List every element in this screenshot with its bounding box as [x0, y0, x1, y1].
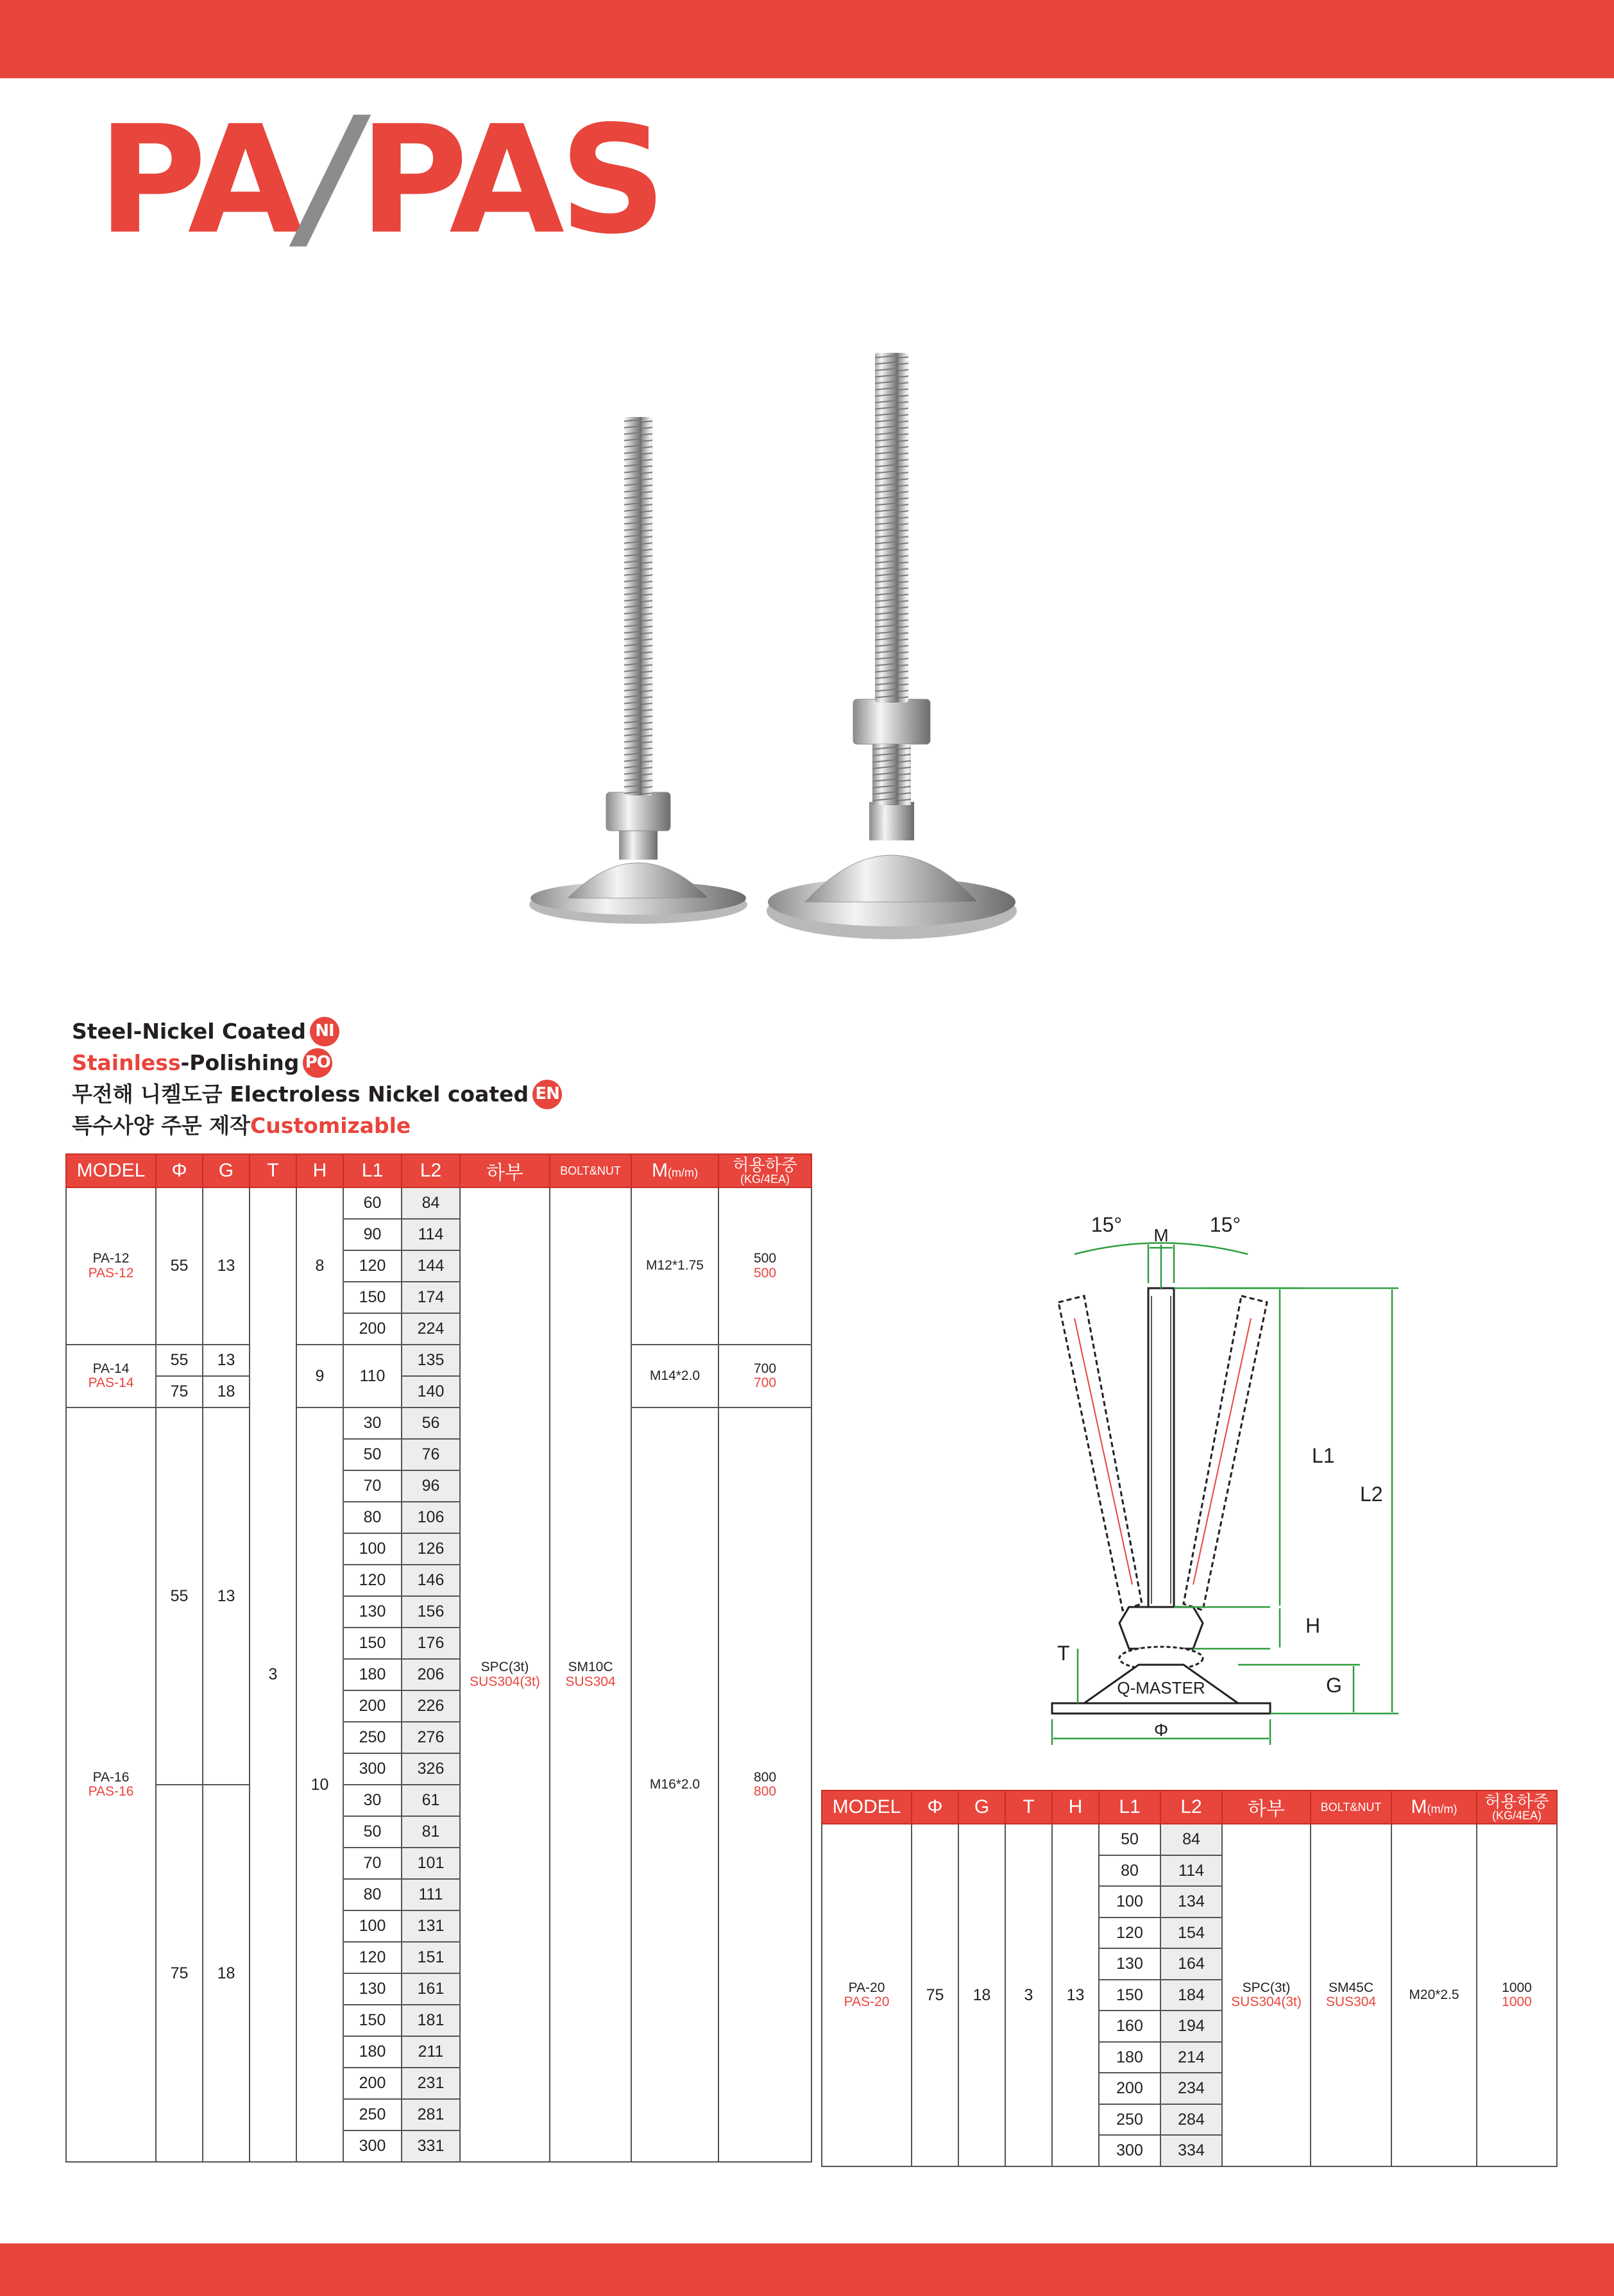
l1-cell: 120 [343, 1565, 402, 1596]
h-cell: 13 [1052, 1824, 1099, 2166]
l1-cell: 90 [343, 1219, 402, 1250]
l1-cell: 80 [343, 1879, 402, 1910]
l2-cell: 176 [402, 1628, 460, 1659]
base-plate [1052, 1703, 1270, 1713]
col-l1: L1 [343, 1154, 402, 1187]
l2-cell: 81 [402, 1816, 460, 1848]
l1-cell: 130 [343, 1973, 402, 2005]
g-cell: 13 [203, 1187, 250, 1345]
title-pa: PA [98, 94, 298, 267]
leveling-feet-photo [488, 340, 1078, 949]
feature-electroless [72, 1078, 562, 1110]
col-model: MODEL [822, 1790, 912, 1824]
l1-cell: 70 [343, 1848, 402, 1879]
l2-cell: 161 [402, 1973, 460, 2005]
dimension-diagram [1014, 1206, 1463, 1758]
l2-cell: 154 [1160, 1918, 1222, 1949]
feature-steel-text: Steel-Nickel Coated [72, 1019, 306, 1044]
feature-steel [72, 1016, 562, 1047]
table-header-row [822, 1790, 1557, 1824]
l1-cell: 30 [343, 1785, 402, 1816]
badge-ni: NI [310, 1017, 339, 1046]
l2-cell: 224 [402, 1313, 460, 1345]
g-cell: 13 [203, 1345, 250, 1376]
l1-cell: 300 [1099, 2135, 1160, 2166]
l2-cell: 326 [402, 1753, 460, 1785]
tilt-outline-right [1184, 1296, 1267, 1610]
top-banner [0, 0, 1614, 78]
l2-cell: 234 [1160, 2073, 1222, 2104]
dim-l1: L1 [1312, 1444, 1335, 1467]
l1-cell: 80 [343, 1502, 402, 1533]
l1-cell: 300 [343, 2130, 402, 2162]
col-load: 허용하중 (KG/4EA) [1477, 1790, 1557, 1824]
col-m: M(m/m) [631, 1154, 718, 1187]
col-l2: L2 [1160, 1790, 1222, 1824]
dim-h: H [1305, 1614, 1321, 1637]
bolt-shaft [1148, 1288, 1174, 1609]
l2-cell: 194 [1160, 2011, 1222, 2042]
l2-cell: 331 [402, 2130, 460, 2162]
page-title [98, 83, 661, 269]
l2-cell: 140 [402, 1376, 460, 1407]
col-t: T [1005, 1790, 1052, 1824]
model-cell: PA-16 PAS-16 [66, 1407, 156, 2162]
l2-cell: 144 [402, 1250, 460, 1282]
l2-cell: 131 [402, 1910, 460, 1942]
l2-cell: 101 [402, 1848, 460, 1879]
diagram-brand: Q-MASTER [1117, 1678, 1205, 1697]
badge-en: EN [532, 1080, 562, 1109]
t-cell: 3 [250, 1187, 296, 2162]
l1-cell: 80 [1099, 1855, 1160, 1887]
l2-cell: 106 [402, 1502, 460, 1533]
m-cell: M14*2.0 [631, 1345, 718, 1407]
table-header-row [66, 1154, 811, 1187]
l1-cell: 250 [1099, 2104, 1160, 2136]
m-cell: M20*2.5 [1391, 1824, 1477, 2166]
g-cell: 13 [203, 1407, 250, 1785]
l2-cell: 114 [402, 1219, 460, 1250]
m-cell: M12*1.75 [631, 1187, 718, 1345]
l1-cell: 60 [343, 1187, 402, 1219]
phi-cell: 55 [156, 1407, 203, 1785]
t-cell: 3 [1005, 1824, 1052, 2166]
phi-cell: 55 [156, 1187, 203, 1345]
l2-cell: 76 [402, 1439, 460, 1470]
l2-cell: 214 [1160, 2042, 1222, 2073]
hex-nut [1119, 1607, 1203, 1649]
l1-cell: 30 [343, 1407, 402, 1439]
l2-cell: 96 [402, 1470, 460, 1502]
l1-cell: 180 [343, 2036, 402, 2068]
col-base: 하부 [1222, 1790, 1311, 1824]
l2-cell: 284 [1160, 2104, 1222, 2136]
feature-electroless-text: 무전해 니켈도금 Electroless Nickel coated [72, 1082, 529, 1107]
l1-cell: 100 [343, 1533, 402, 1565]
feature-polishing-text: -Polishing [180, 1050, 300, 1075]
l1-cell: 50 [343, 1816, 402, 1848]
l1-cell: 200 [343, 1313, 402, 1345]
l2-cell: 184 [1160, 1980, 1222, 2011]
l1-cell: 110 [343, 1345, 402, 1407]
l2-cell: 111 [402, 1879, 460, 1910]
table-row [66, 1407, 811, 1439]
m-cell: M16*2.0 [631, 1407, 718, 2162]
l2-cell: 206 [402, 1659, 460, 1690]
l1-cell: 250 [343, 1722, 402, 1753]
col-g: G [958, 1790, 1005, 1824]
col-l2: L2 [402, 1154, 460, 1187]
dim-angle-right: 15° [1209, 1213, 1241, 1236]
bolt-nut-cell: SM10C SUS304 [550, 1187, 631, 2162]
dim-g: G [1326, 1674, 1342, 1697]
col-phi: Φ [912, 1790, 958, 1824]
l1-cell: 130 [1099, 1948, 1160, 1980]
dim-l2: L2 [1360, 1483, 1383, 1506]
g-cell: 18 [958, 1824, 1005, 2166]
l2-cell: 135 [402, 1345, 460, 1376]
phi-cell: 75 [156, 1376, 203, 1407]
dim-angle-left: 15° [1091, 1213, 1123, 1236]
feature-custom [72, 1110, 562, 1141]
title-pas: PAS [359, 94, 661, 267]
l2-cell: 126 [402, 1533, 460, 1565]
l1-cell: 200 [343, 1690, 402, 1722]
badge-po: PO [303, 1048, 332, 1078]
load-cell: 1000 1000 [1477, 1824, 1557, 2166]
l1-cell: 50 [1099, 1824, 1160, 1855]
l1-cell: 300 [343, 1753, 402, 1785]
col-g: G [203, 1154, 250, 1187]
g-cell: 18 [203, 1376, 250, 1407]
col-bolt: BOLT&NUT [550, 1154, 631, 1187]
bolt-nut-cell: SM45C SUS304 [1311, 1824, 1391, 2166]
l1-cell: 150 [1099, 1980, 1160, 2011]
base-material-cell: SPC(3t) SUS304(3t) [460, 1187, 550, 2162]
l1-cell: 70 [343, 1470, 402, 1502]
l1-cell: 120 [343, 1942, 402, 1973]
l1-cell: 120 [343, 1250, 402, 1282]
l2-cell: 156 [402, 1596, 460, 1628]
title-slash: / [285, 83, 372, 269]
l2-cell: 211 [402, 2036, 460, 2068]
col-h: H [296, 1154, 343, 1187]
l1-cell: 130 [343, 1596, 402, 1628]
col-m: M(m/m) [1391, 1790, 1477, 1824]
l1-cell: 150 [343, 2005, 402, 2036]
feature-stainless-text: Stainless [72, 1050, 181, 1075]
col-phi: Φ [156, 1154, 203, 1187]
tilt-outline-left [1058, 1296, 1142, 1610]
col-t: T [250, 1154, 296, 1187]
model-cell: PA-20 PAS-20 [822, 1824, 912, 2166]
l1-cell: 160 [1099, 2011, 1160, 2042]
l2-cell: 164 [1160, 1948, 1222, 1980]
load-cell: 500 500 [718, 1187, 811, 1345]
col-model: MODEL [66, 1154, 156, 1187]
l2-cell: 56 [402, 1407, 460, 1439]
l1-cell: 100 [1099, 1886, 1160, 1918]
l2-cell: 114 [1160, 1855, 1222, 1887]
spec-table-pa20 [821, 1790, 1558, 2167]
load-cell: 700 700 [718, 1345, 811, 1407]
phi-cell: 75 [156, 1785, 203, 2162]
table-row [822, 1824, 1557, 1855]
l2-cell: 84 [402, 1187, 460, 1219]
col-bolt: BOLT&NUT [1311, 1790, 1391, 1824]
feature-list [72, 1016, 562, 1141]
dim-m: M [1153, 1225, 1169, 1245]
l1-cell: 180 [343, 1659, 402, 1690]
dim-t: T [1057, 1642, 1070, 1665]
l2-cell: 276 [402, 1722, 460, 1753]
l1-cell: 150 [343, 1282, 402, 1313]
l1-cell: 250 [343, 2099, 402, 2130]
l1-cell: 100 [343, 1910, 402, 1942]
g-cell: 18 [203, 1785, 250, 2162]
l1-cell: 200 [343, 2068, 402, 2099]
feature-custom-text: 특수사양 주문 제작 [72, 1113, 251, 1138]
h-cell: 9 [296, 1345, 343, 1407]
l2-cell: 281 [402, 2099, 460, 2130]
l1-cell: 200 [1099, 2073, 1160, 2104]
phi-cell: 75 [912, 1824, 958, 2166]
l2-cell: 146 [402, 1565, 460, 1596]
model-cell: PA-12 PAS-12 [66, 1187, 156, 1345]
table-row [66, 1187, 811, 1219]
l2-cell: 134 [1160, 1886, 1222, 1918]
l1-cell: 120 [1099, 1918, 1160, 1949]
dim-phi: Φ [1153, 1720, 1169, 1740]
l2-cell: 181 [402, 2005, 460, 2036]
bottom-banner [0, 2243, 1614, 2296]
l2-cell: 231 [402, 2068, 460, 2099]
l1-cell: 180 [1099, 2042, 1160, 2073]
l2-cell: 151 [402, 1942, 460, 1973]
h-cell: 8 [296, 1187, 343, 1345]
l2-cell: 334 [1160, 2135, 1222, 2166]
model-cell: PA-14 PAS-14 [66, 1345, 156, 1407]
load-cell: 800 800 [718, 1407, 811, 2162]
l2-cell: 61 [402, 1785, 460, 1816]
l1-cell: 50 [343, 1439, 402, 1470]
l2-cell: 226 [402, 1690, 460, 1722]
l1-cell: 150 [343, 1628, 402, 1659]
col-base: 하부 [460, 1154, 550, 1187]
col-l1: L1 [1099, 1790, 1160, 1824]
col-load: 허용하중 (KG/4EA) [718, 1154, 811, 1187]
feature-custom-highlight: Customizable [250, 1113, 411, 1138]
h-cell: 10 [296, 1407, 343, 2162]
col-h: H [1052, 1790, 1099, 1824]
l2-cell: 84 [1160, 1824, 1222, 1855]
phi-cell: 55 [156, 1345, 203, 1376]
base-material-cell: SPC(3t) SUS304(3t) [1222, 1824, 1311, 2166]
feature-stainless [72, 1047, 562, 1078]
table-row [66, 1345, 811, 1376]
l2-cell: 174 [402, 1282, 460, 1313]
spec-table-pa12-16 [65, 1153, 812, 2163]
